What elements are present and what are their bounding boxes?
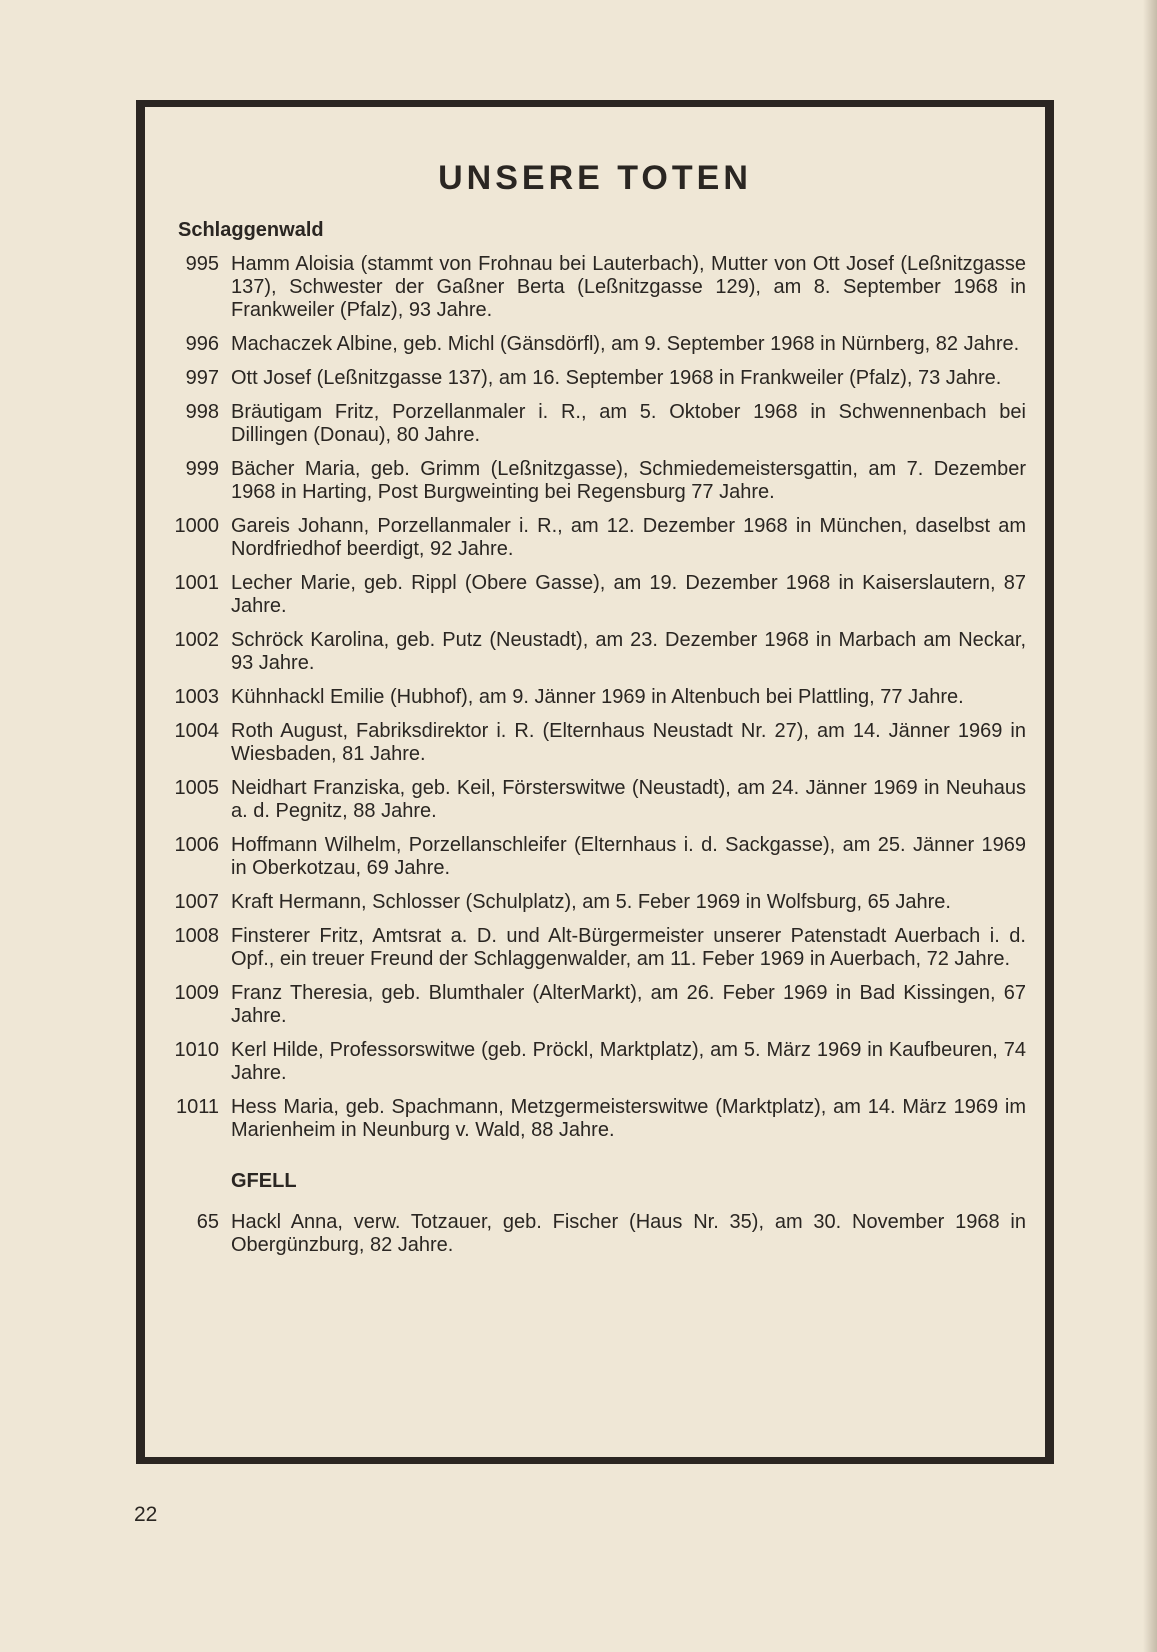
entry-text: Neidhart Franziska, geb. Keil, Försterswitwe (Neustadt), am 24. Jänner 1969 in Neuhaus a. d. Pegnitz, 88 Jahre.: [231, 777, 1026, 822]
entry-text: Kerl Hilde, Professorswitwe (geb. Pröckl, Marktplatz), am 5. März 1969 in Kaufbeuren, 74 Jahre.: [231, 1039, 1026, 1084]
list-item: [170, 401, 1026, 447]
list-item: [170, 1039, 1026, 1085]
section-heading-gfell: GFELL: [231, 1170, 297, 1192]
list-item: [170, 1211, 1026, 1257]
entry-number: 1005: [174, 777, 219, 799]
entry-text: Finsterer Fritz, Amtsrat a. D. und Alt-Bürgermeister unserer Patenstadt Auerbach i. d. Opf., ein treuer Freund der Schlaggenwalder, am 11. Feber 1969 in Auerbach, 72 Jahre.: [231, 925, 1026, 970]
entry-text: Ott Josef (Leßnitzgasse 137), am 16. September 1968 in Frankweiler (Pfalz), 73 Jahre.: [231, 367, 1002, 389]
entry-number: 1008: [174, 925, 219, 947]
entry-text: Machaczek Albine, geb. Michl (Gänsdörfl), am 9. September 1968 in Nürnberg, 82 Jahre.: [231, 333, 1020, 355]
entry-text: Hackl Anna, verw. Totzauer, geb. Fischer (Haus Nr. 35), am 30. November 1968 in Obergünzburg, 82 Jahre.: [231, 1211, 1026, 1256]
entry-text: Kühnhackl Emilie (Hubhof), am 9. Jänner 1969 in Altenbuch bei Plattling, 77 Jahre.: [231, 686, 964, 708]
entry-number: 997: [185, 367, 219, 389]
entry-number: 1011: [175, 1096, 219, 1118]
entry-number: 999: [185, 458, 219, 480]
list-item: [170, 629, 1026, 675]
list-item: [170, 720, 1026, 766]
entry-text: Lecher Marie, geb. Rippl (Obere Gasse), am 19. Dezember 1968 in Kaiserslautern, 87 Jahre.: [231, 572, 1026, 617]
entry-number: 1002: [174, 629, 219, 651]
list-item: [170, 1096, 1026, 1142]
list-item: [170, 925, 1026, 971]
entry-text: Roth August, Fabriksdirektor i. R. (Elternhaus Neustadt Nr. 27), am 14. Jänner 1969 in Wiesbaden, 81 Jahre.: [231, 720, 1026, 765]
entry-text: Hoffmann Wilhelm, Porzellanschleifer (Elternhaus i. d. Sackgasse), am 25. Jänner 1969 in Oberkotzau, 69 Jahre.: [231, 834, 1026, 879]
list-item: [170, 777, 1026, 823]
entry-text: Bräutigam Fritz, Porzellanmaler i. R., am 5. Oktober 1968 in Schwennenbach bei Dillingen (Donau), 80 Jahre.: [231, 401, 1026, 446]
entry-text: Schröck Karolina, geb. Putz (Neustadt), am 23. Dezember 1968 in Marbach am Neckar, 93 Jahre.: [231, 629, 1026, 674]
entry-number: 995: [185, 253, 219, 275]
section-heading-schlaggenwald: Schlaggenwald: [178, 219, 324, 241]
entry-text: Franz Theresia, geb. Blumthaler (AlterMarkt), am 26. Feber 1969 in Bad Kissingen, 67 Jahre.: [231, 982, 1026, 1027]
page-edge-shadow: [1143, 0, 1157, 1652]
list-item: [170, 572, 1026, 618]
list-item: [170, 891, 1026, 914]
entry-number: 1004: [174, 720, 219, 742]
obituary-list: [170, 253, 1026, 1268]
list-item: [170, 333, 1026, 356]
entry-text: Kraft Hermann, Schlosser (Schulplatz), am 5. Feber 1969 in Wolfsburg, 65 Jahre.: [231, 891, 951, 913]
entry-number: 1009: [174, 982, 219, 1004]
entry-number: 1010: [174, 1039, 219, 1061]
entry-text: Hess Maria, geb. Spachmann, Metzgermeisterswitwe (Marktplatz), am 14. März 1969 im Marienheim in Neunburg v. Wald, 88 Jahre.: [231, 1096, 1026, 1141]
entry-number: 1000: [174, 515, 219, 537]
obituary-frame: [136, 100, 1054, 1464]
entry-number: 996: [185, 333, 219, 355]
list-item: [170, 458, 1026, 504]
list-item: [170, 982, 1026, 1028]
list-item: [170, 253, 1026, 322]
entry-number: 998: [185, 401, 219, 423]
list-item: [170, 367, 1026, 390]
entry-number: 65: [196, 1211, 219, 1233]
list-item: [170, 686, 1026, 709]
entry-text: Hamm Aloisia (stammt von Frohnau bei Lauterbach), Mutter von Ott Josef (Leßnitzgasse 137), Schwester der Gaßner Berta (Leßnitzgasse 129), am 8. September 1968 in Frankweiler (Pfalz), 93 Jahre.: [231, 253, 1026, 321]
page-number: 22: [134, 1503, 158, 1526]
page-title: UNSERE TOTEN: [438, 159, 752, 197]
entry-number: 1003: [174, 686, 219, 708]
entry-text: Bächer Maria, geb. Grimm (Leßnitzgasse), Schmiedemeistersgattin, am 7. Dezember 1968 in Harting, Post Burgweinting bei Regensburg 77 Jahre.: [231, 458, 1026, 503]
entry-number: 1007: [174, 891, 219, 913]
list-item: [170, 834, 1026, 880]
entry-number: 1006: [174, 834, 219, 856]
entry-text: Gareis Johann, Porzellanmaler i. R., am 12. Dezember 1968 in München, daselbst am Nordfriedhof beerdigt, 92 Jahre.: [231, 515, 1026, 560]
entry-number: 1001: [174, 572, 219, 594]
list-item: [170, 515, 1026, 561]
